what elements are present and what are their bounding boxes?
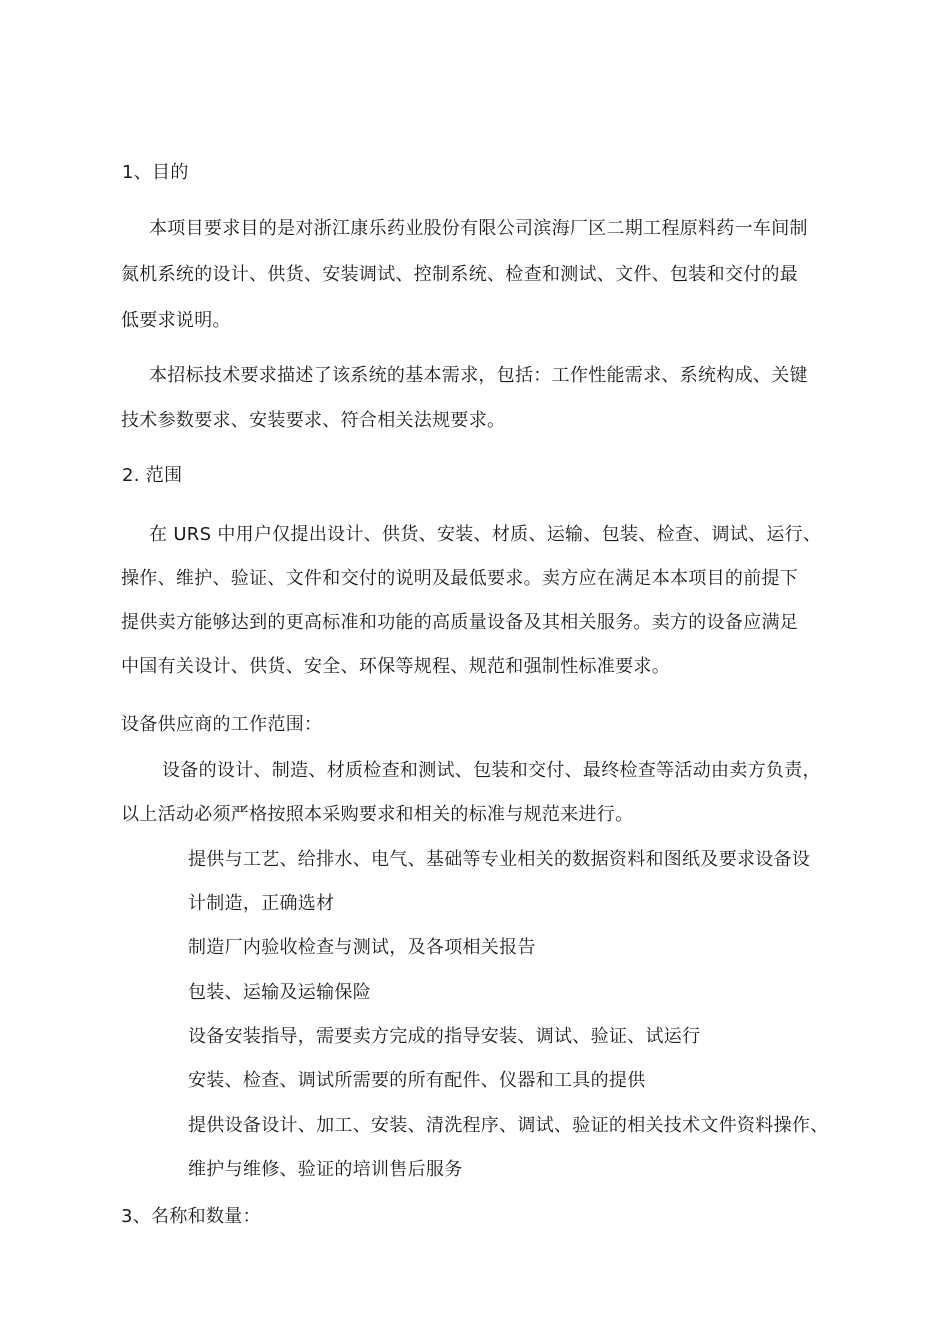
paragraph-line: 设备的设计、制造、材质检查和测试、包装和交付、最终检查等活动由卖方负责， <box>162 760 821 781</box>
scope-list-item: 提供与工艺、给排水、电气、基础等专业相关的数据资料和图纸及要求设备设 <box>188 849 811 870</box>
section-1-heading: 1、目的 <box>122 162 189 183</box>
section-2-heading: 2. 范围 <box>122 465 183 486</box>
paragraph-line: 在 URS 中用户仅提出设计、供货、安装、材质、运输、包装、检查、调试、运行、 <box>149 524 822 545</box>
paragraph-line: 本招标技术要求描述了该系统的基本需求，包括：工作性能需求、系统构成、关键 <box>149 365 808 386</box>
paragraph-line: 低要求说明。 <box>121 310 231 331</box>
paragraph-line: 氮机系统的设计、供货、安装调试、控制系统、检查和测试、文件、包装和交付的最 <box>121 264 799 285</box>
paragraph-line: 操作、维护、验证、文件和交付的说明及最低要求。卖方应在满足本本项目的前提下 <box>121 568 799 589</box>
scope-list-item: 包装、运输及运输保险 <box>188 982 371 1003</box>
scope-list-item: 维护与维修、验证的培训售后服务 <box>188 1159 463 1180</box>
scope-list-item: 设备安装指导，需要卖方完成的指导安装、调试、验证、试运行 <box>188 1026 701 1047</box>
paragraph-line: 以上活动必须严格按照本采购要求和相关的标准与规范来进行。 <box>121 804 634 825</box>
scope-list-item: 提供设备设计、加工、安装、清洗程序、调试、验证的相关技术文件资料操作、 <box>188 1115 829 1136</box>
scope-list-item: 安装、检查、调试所需要的所有配件、仪器和工具的提供 <box>188 1070 646 1091</box>
paragraph-line: 技术参数要求、安装要求、符合相关法规要求。 <box>121 410 506 431</box>
paragraph-line: 本项目要求目的是对浙江康乐药业股份有限公司滨海厂区二期工程原料药一车间制 <box>149 218 808 239</box>
scope-list-item: 计制造，正确选材 <box>188 893 335 914</box>
paragraph-line: 中国有关设计、供货、安全、环保等规程、规范和强制性标准要求。 <box>121 656 670 677</box>
scope-title: 设备供应商的工作范围： <box>121 714 323 735</box>
section-3-heading: 3、名称和数量： <box>121 1206 261 1227</box>
paragraph-line: 提供卖方能够达到的更高标准和功能的高质量设备及其相关服务。卖方的设备应满足 <box>121 612 799 633</box>
scope-list-item: 制造厂内验收检查与测试，及各项相关报告 <box>188 937 536 958</box>
